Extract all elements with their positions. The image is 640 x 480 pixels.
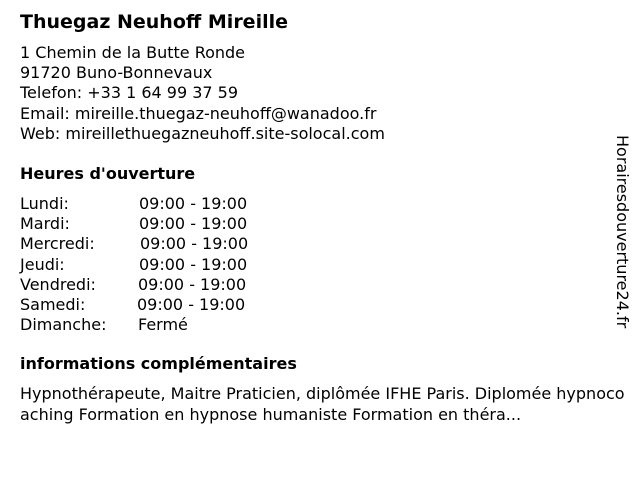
time-value: Fermé bbox=[138, 315, 188, 335]
web-line: Web: mireillethuegazneuhoff.site-solocal.com bbox=[20, 123, 385, 143]
opening-hours-heading: Heures d'ouverture bbox=[20, 164, 196, 183]
time-value: 09:00 - 19:00 bbox=[140, 234, 249, 254]
day-label: Lundi: bbox=[20, 194, 69, 213]
day-label: Jeudi: bbox=[20, 254, 65, 274]
address-line-1: 1 Chemin de la Butte Ronde bbox=[20, 43, 246, 62]
day-label: Mercredi: bbox=[20, 234, 95, 254]
address-line-2: 91720 Buno-Bonnevaux bbox=[20, 63, 213, 83]
time-value: 09:00 - 19:00 bbox=[137, 294, 246, 314]
time-value: 09:00 - 19:00 bbox=[139, 254, 248, 274]
time-value: 09:00 - 19:00 bbox=[138, 274, 247, 294]
business-name: Thuegaz Neuhoff Mireille bbox=[20, 11, 288, 33]
day-label: Mardi: bbox=[20, 214, 70, 234]
email-line: Email: mireille.thuegaz-neuhoff@wanadoo.fr bbox=[20, 103, 377, 123]
time-value: 09:00 - 19:00 bbox=[139, 214, 248, 234]
day-label: Samedi: bbox=[20, 294, 86, 314]
additional-info-text: Hypnothérapeute, Maitre Praticien, diplômée IFHE Paris. Diplomée hypnocoaching Formation en hypnose humaniste Formation en théra... bbox=[20, 384, 625, 424]
contact-block bbox=[20, 43, 385, 144]
day-label: Vendredi: bbox=[20, 274, 96, 294]
phone-line: Telefon: +33 1 64 99 37 59 bbox=[20, 83, 239, 103]
time-value: 09:00 - 19:00 bbox=[139, 194, 248, 213]
day-label: Dimanche: bbox=[20, 315, 107, 335]
site-brand-vertical: Horairesdouverture24.fr bbox=[613, 135, 632, 329]
additional-info-heading: informations complémentaires bbox=[20, 354, 297, 373]
